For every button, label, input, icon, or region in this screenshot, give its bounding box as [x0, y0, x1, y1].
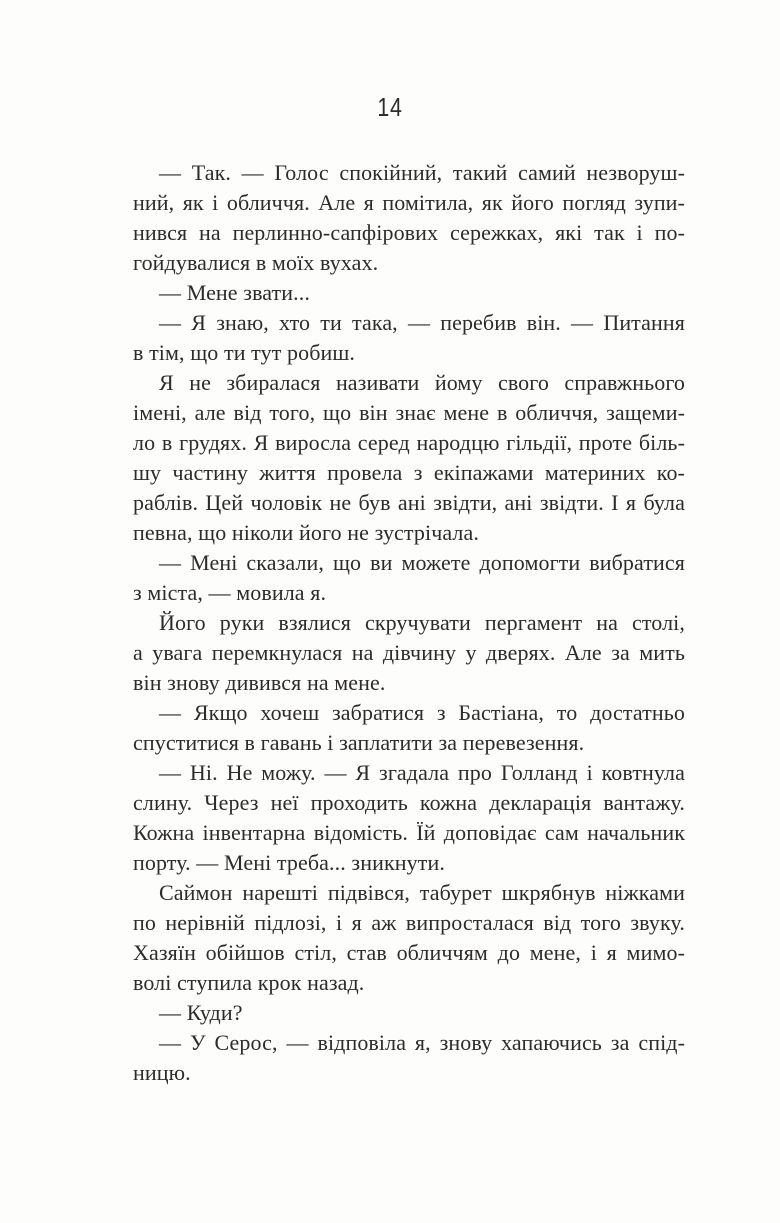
- paragraph: [133, 698, 685, 758]
- page-number: 14: [377, 92, 403, 122]
- text-line: порту. — Мені треба... зникнути.: [133, 850, 445, 875]
- text-line: — Мене звати...: [159, 280, 310, 305]
- text-line: — Мені сказали, що ви можете допомогти вибратися: [159, 550, 685, 575]
- text-line: Хазяїн обійшов стіл, став обличчям до мене, і я мимо-: [133, 940, 685, 965]
- paragraph: [133, 158, 685, 278]
- text-line: нився на перлинно-сапфірових сережках, які так і по-: [133, 220, 685, 245]
- text-line: спуститися в гавань і заплатити за перевезення.: [133, 730, 585, 755]
- text-line: раблів. Цей чоловік не був ані звідти, ані звідти. І я була: [133, 490, 685, 515]
- text-line: Я не збиралася називати йому свого справжнього: [159, 370, 685, 395]
- text-line: — Куди?: [159, 1000, 243, 1025]
- text-line: імені, але від того, що він знає мене в обличчя, защеми-: [133, 400, 685, 425]
- text-line: шу частину життя провела з екіпажами материних ко-: [133, 460, 685, 485]
- text-line: — Я знаю, хто ти така, — перебив він. — Питання: [159, 310, 685, 335]
- text-line: слину. Через неї проходить кожна декларація вантажу.: [133, 790, 685, 815]
- text-line: в тім, що ти тут робиш.: [133, 340, 356, 365]
- text-line: гойдувалися в моїх вухах.: [133, 250, 379, 275]
- paragraph: [133, 998, 685, 1028]
- text-line: Саймон нарешті підвівся, табурет шкрябнув ніжками: [159, 880, 685, 905]
- text-line: певна, що ніколи його не зустрічала.: [133, 520, 479, 545]
- text-line: Його руки взялися скручувати пергамент на столі,: [159, 610, 685, 635]
- text-line: по нерівній підлозі, і я аж випросталася від того звуку.: [133, 910, 685, 935]
- text-line: ний, як і обличчя. Але я помітила, як його погляд зупи-: [133, 190, 685, 215]
- paragraph: [133, 278, 685, 308]
- text-line: ницю.: [133, 1060, 191, 1085]
- text-block: [133, 158, 685, 1088]
- text-line: Кожна інвентарна відомість. Їй доповідає сам начальник: [133, 820, 685, 845]
- text-line: — Якщо хочеш забратися з Бастіана, то достатньо: [159, 700, 685, 725]
- text-line: — Так. — Голос спокійний, такий самий незворуш-: [159, 160, 685, 185]
- paragraph: [133, 758, 685, 878]
- text-line: волі ступила крок назад.: [133, 970, 365, 995]
- paragraph: [133, 1028, 685, 1088]
- text-line: — Ні. Не можу. — Я згадала про Голланд і ковтнула: [159, 760, 685, 785]
- text-line: а увага перемкнулася на дівчину у дверях. Але за мить: [133, 640, 685, 665]
- text-line: ло в грудях. Я виросла серед народцю гільдії, проте біль-: [133, 430, 685, 455]
- text-line: він знову дивився на мене.: [133, 670, 386, 695]
- paragraph: [133, 368, 685, 548]
- paragraph: [133, 878, 685, 998]
- text-line: з міста, — мовила я.: [133, 580, 327, 605]
- paragraph: [133, 608, 685, 698]
- text-line: — У Серос, — відповіла я, знову хапаючись за спід-: [159, 1030, 685, 1055]
- paragraph: [133, 308, 685, 368]
- paragraph: [133, 548, 685, 608]
